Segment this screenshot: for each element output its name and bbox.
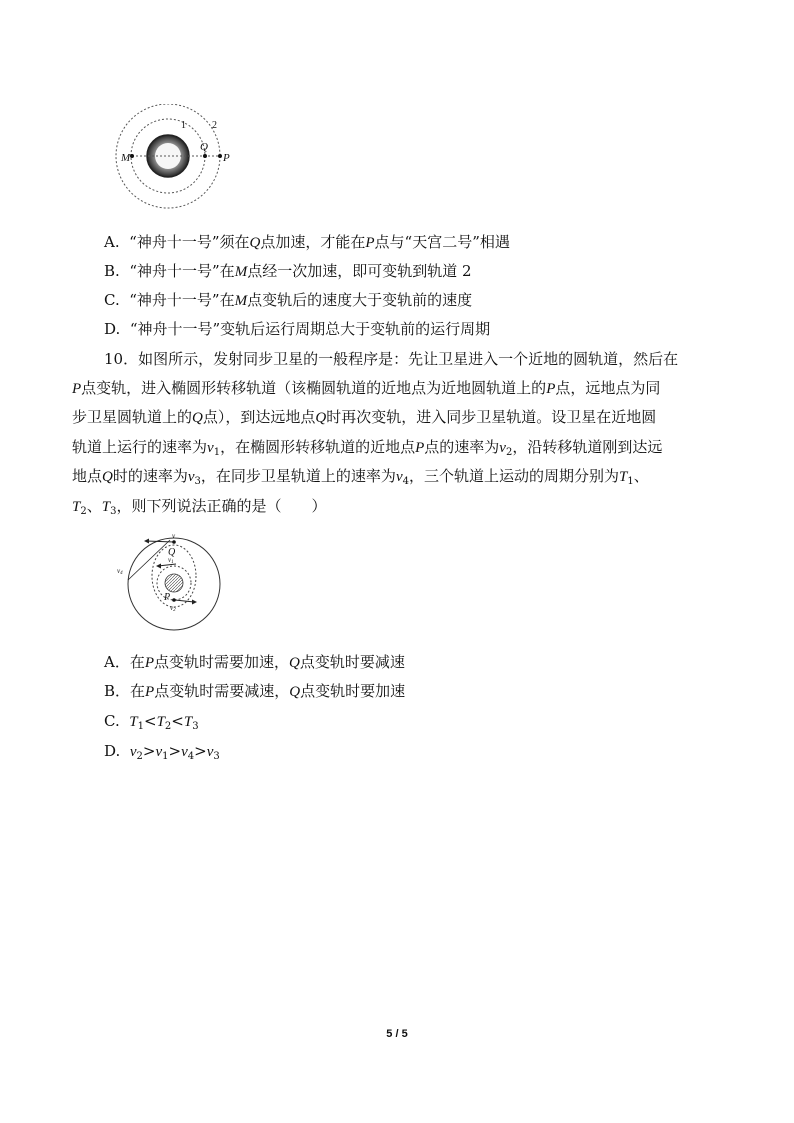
orbit-diagram-1: [108, 104, 238, 214]
figure-orbits-1: [108, 104, 238, 214]
point-q: [203, 154, 207, 158]
earth: [165, 574, 183, 592]
label-v1-top: v: [172, 532, 176, 540]
figure-transfer-orbit: [106, 530, 226, 640]
label-v4: v4: [117, 567, 123, 576]
q10-line-1: 10．如图所示，发射同步卫星的一般程序是：先让卫星进入一个近地的圆轨道，然后在: [104, 350, 679, 368]
transfer-orbit-diagram: [106, 530, 226, 640]
q10-option-a: A．在P点变轨时需要加速，Q点变轨时要减速: [104, 653, 405, 671]
q9-option-d: D. “神舟十一号”变轨后运行周期总大于变轨前的运行周期: [104, 320, 491, 338]
label-orbit-1: 1: [181, 120, 186, 131]
label-p: P: [223, 152, 230, 164]
label-q: Q: [168, 547, 176, 558]
q10-number: 10．: [104, 350, 139, 368]
point-p: [172, 598, 176, 602]
q10-line-3: 步卫星圆轨道上的Q点），到达远地点Q时再次变轨，进入同步卫星轨道。设卫星在近地圆: [72, 408, 657, 426]
q10-line-4: 轨道上运行的速率为$v_1$，在椭圆形转移轨道的近地点P点的速率为$v_2$，沿转移轨道刚到达远: [72, 438, 663, 458]
q10-option-b: B．在P点变轨时需要减速，Q点变轨时要加速: [104, 682, 406, 700]
point-p: [218, 154, 222, 158]
label-v1: v1: [168, 556, 174, 565]
q9-option-b: B. “神舟十一号”在M点经一次加速，即可变轨到轨道 2: [104, 262, 472, 280]
label-orbit-2: 2: [212, 120, 217, 131]
label-v2: v2: [170, 604, 176, 613]
q10-line-5: 地点Q时的速率为$v_3$，在同步卫星轨道上的速率为$v_4$，三个轨道上运动的周期分别为$T_1$、: [72, 467, 649, 487]
point-m: [130, 154, 134, 158]
q10-line-6: $T_2$、$T_3$，则下列说法正确的是（ ）: [72, 497, 327, 517]
label-m: M: [121, 152, 131, 164]
q10-option-d: D. $v_2>v_1>v_4>v_3$: [104, 742, 220, 762]
q9-option-c: C. “神舟十一号”在M点变轨后的速度大于变轨前的速度: [104, 291, 473, 309]
label-q: Q: [200, 141, 208, 153]
q9-option-a: A. “神舟十一号”须在Q点加速，才能在P点与“天宫二号”相遇: [104, 233, 510, 251]
label-p: P: [164, 592, 171, 603]
q10-line-2: P点变轨，进入椭圆形转移轨道（该椭圆轨道的近地点为近地圆轨道上的P点，远地点为同: [72, 379, 661, 397]
q10-option-c: C. $T_1<T_2<T_3$: [104, 712, 199, 732]
page-number: 5 / 5: [386, 1028, 408, 1040]
point-q-outer: [172, 540, 176, 544]
